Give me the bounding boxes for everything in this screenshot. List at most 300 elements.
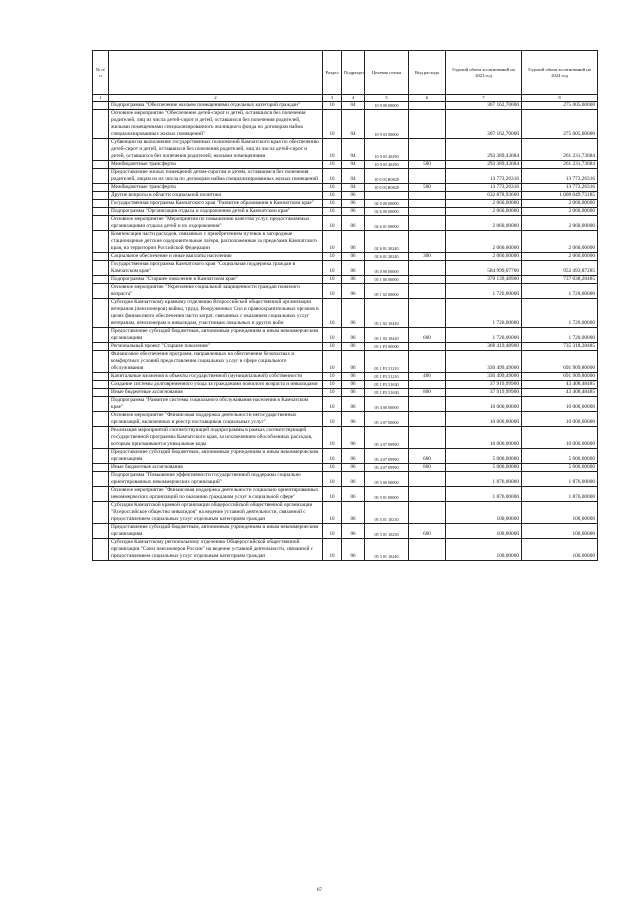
cell-section: 10	[323, 161, 342, 169]
cell-subsection: 06	[342, 539, 365, 561]
cell-subsection: 06	[342, 276, 365, 284]
cell-vol2024: 100,00000	[522, 524, 598, 539]
cell-vol2024: 100,00000	[522, 502, 598, 524]
table-row	[93, 284, 598, 299]
colnum: 1	[93, 95, 109, 102]
table-row	[93, 110, 598, 139]
cell-subsection: 06	[342, 284, 365, 299]
cell-name: Подпрограмма "Повышение эффективности государственной поддержки социально ориентированных некоммерческих организаций"	[109, 472, 323, 487]
cell-name: Субвенции на выполнение государственных полномочий Камчатского края по обеспечению детей-сирот и детей, оставшихся без попечения родителей, лиц из числа детей-сирот и детей, оставшихся без попечения родителей, жилыми помещениями	[109, 139, 323, 161]
cell-target: 02 0 00 00000	[365, 200, 409, 208]
cell-section: 10	[323, 208, 342, 216]
cell-exptype	[409, 192, 446, 200]
cell-num	[93, 192, 109, 200]
cell-exptype	[409, 102, 446, 110]
table-row	[93, 412, 598, 427]
table-row	[93, 389, 598, 397]
table-row	[93, 231, 598, 253]
table-row	[93, 351, 598, 373]
cell-vol2024: 5 000,00000	[522, 449, 598, 464]
cell-exptype: 600	[409, 328, 446, 343]
cell-vol2024: 1 876,00000	[522, 487, 598, 502]
cell-subsection: 06	[342, 328, 365, 343]
cell-section: 10	[323, 276, 342, 284]
cell-exptype	[409, 208, 446, 216]
table-row	[93, 216, 598, 231]
cell-name: Реализация мероприятий соответствующей подпрограммы в рамках соответствующей государственной программы Камчатского края, за исключением обособленных расходов, которым присваиваются уникальные коды	[109, 427, 323, 449]
page-number: 67	[317, 888, 322, 893]
cell-subsection: 06	[342, 381, 365, 389]
cell-target: 02 6 01 20240	[365, 253, 409, 261]
cell-exptype	[409, 169, 446, 184]
cell-target: 05 5 01 10230	[365, 524, 409, 539]
cell-name: Капитальные вложения в объекты государственной (муниципальной) собственности	[109, 373, 323, 381]
cell-vol2024: 1 720,00000	[522, 299, 598, 328]
cell-num	[93, 299, 109, 328]
cell-section: 10	[323, 139, 342, 161]
cell-section: 10	[323, 231, 342, 253]
cell-exptype	[409, 487, 446, 502]
cell-vol2024: 1 720,00000	[522, 284, 598, 299]
cell-vol2024: 737 038,28485	[522, 276, 598, 284]
cell-vol2024: 952 493,87285	[522, 261, 598, 276]
cell-vol2023: 1 720,00000	[446, 328, 522, 343]
cell-num	[93, 343, 109, 351]
header-name	[109, 51, 323, 95]
cell-section: 10	[323, 299, 342, 328]
cell-vol2023: 1 876,00000	[446, 472, 522, 487]
colnum: 7	[446, 95, 522, 102]
cell-subsection: 06	[342, 524, 365, 539]
cell-vol2024: 100,00000	[522, 539, 598, 561]
table-row	[93, 200, 598, 208]
cell-num	[93, 169, 109, 184]
cell-vol2023: 2 060,00000	[446, 231, 522, 253]
colnum: 2	[109, 95, 323, 102]
cell-exptype	[409, 381, 446, 389]
cell-section: 10	[323, 184, 342, 192]
cell-section: 10	[323, 216, 342, 231]
cell-name: Региональный проект "Старшее поколение"	[109, 343, 323, 351]
cell-vol2023: 2 060,00000	[446, 200, 522, 208]
cell-vol2023: 293 389,43684	[446, 161, 522, 169]
cell-vol2023: 368 419,48900	[446, 343, 522, 351]
cell-subsection: 06	[342, 397, 365, 412]
cell-vol2024: 2 060,00000	[522, 216, 598, 231]
cell-name: Создание системы долговременного ухода за гражданами пожилого возраста и инвалидами	[109, 381, 323, 389]
table-row	[93, 328, 598, 343]
cell-exptype: 400	[409, 373, 446, 381]
table-row	[93, 464, 598, 472]
table-row	[93, 397, 598, 412]
cell-num	[93, 412, 109, 427]
cell-vol2023: 584 999,07700	[446, 261, 522, 276]
cell-vol2024: 691 909,80000	[522, 351, 598, 373]
cell-name: Финансовое обеспечение программ, направленных на обеспечение безопасных и комфортных условий предоставления социальных услуг в сфере социального обслуживания	[109, 351, 323, 373]
cell-name: Предоставление субсидий бюджетным, автономным учреждениям и иным некоммерческим организациям	[109, 524, 323, 539]
cell-num	[93, 231, 109, 253]
cell-target: 05 4 07 09990	[365, 449, 409, 464]
cell-vol2023: 307 162,70000	[446, 102, 522, 110]
cell-num	[93, 161, 109, 169]
cell-section: 10	[323, 169, 342, 184]
cell-name: Иные бюджетные ассигнования	[109, 464, 323, 472]
table-row	[93, 253, 598, 261]
cell-subsection: 06	[342, 208, 365, 216]
column-number-row	[93, 95, 598, 102]
cell-num	[93, 200, 109, 208]
header-exptype: Вид расхода	[409, 51, 446, 95]
cell-vol2024: 2 060,00000	[522, 208, 598, 216]
table-row	[93, 208, 598, 216]
header-section: Раздел	[323, 51, 342, 95]
colnum: 5	[365, 95, 409, 102]
cell-num	[93, 389, 109, 397]
cell-name: Подпрограмма "Обеспечение жильем помещениями отдельных категорий граждан"	[109, 102, 323, 110]
table-row	[93, 102, 598, 110]
cell-vol2024: 10 000,00000	[522, 427, 598, 449]
cell-subsection: 04	[342, 184, 365, 192]
cell-num	[93, 397, 109, 412]
cell-target: 02 6 01 20240	[365, 231, 409, 253]
cell-vol2024: 2 060,00000	[522, 231, 598, 253]
table-row	[93, 299, 598, 328]
cell-vol2024: 13 773,26316	[522, 169, 598, 184]
table-row	[93, 276, 598, 284]
cell-section: 10	[323, 373, 342, 381]
cell-target: 10 9 03 00000	[365, 110, 409, 139]
cell-target	[365, 192, 409, 200]
cell-target: 10 9 03 R0820	[365, 184, 409, 192]
cell-section: 10	[323, 110, 342, 139]
cell-num	[93, 539, 109, 561]
table-row	[93, 161, 598, 169]
cell-subsection: 04	[342, 139, 365, 161]
cell-subsection: 06	[342, 389, 365, 397]
cell-target: 02 6 00 00000	[365, 208, 409, 216]
cell-vol2023: 10 000,00000	[446, 412, 522, 427]
cell-target: 05 1 P3 51210	[365, 373, 409, 381]
cell-exptype	[409, 351, 446, 373]
cell-target: 02 6 01 00000	[365, 216, 409, 231]
cell-exptype	[409, 412, 446, 427]
cell-section: 10	[323, 261, 342, 276]
cell-subsection: 06	[342, 449, 365, 464]
cell-num	[93, 502, 109, 524]
cell-vol2023: 37 919,99900	[446, 389, 522, 397]
cell-num	[93, 276, 109, 284]
cell-num	[93, 139, 109, 161]
table-row	[93, 502, 598, 524]
table-row	[93, 524, 598, 539]
cell-name: Предоставление жилых помещений детям-сиротам и детям, оставшимся без попечения родителей, лицам из их числа по договорам найма специализированных жилых помещений	[109, 169, 323, 184]
table-row	[93, 381, 598, 389]
cell-num	[93, 427, 109, 449]
cell-target: 10 9 03 40290	[365, 139, 409, 161]
cell-target: 05 5 01 00000	[365, 487, 409, 502]
cell-vol2023: 2 060,00000	[446, 216, 522, 231]
cell-exptype	[409, 427, 446, 449]
cell-target: 05 1 00 00000	[365, 276, 409, 284]
cell-subsection: 06	[342, 351, 365, 373]
cell-num	[93, 110, 109, 139]
cell-vol2023: 10 000,00000	[446, 427, 522, 449]
cell-exptype	[409, 539, 446, 561]
cell-section: 10	[323, 102, 342, 110]
cell-vol2023: 330 499,49000	[446, 351, 522, 373]
cell-num	[93, 328, 109, 343]
cell-target: 05 4 07 00000	[365, 412, 409, 427]
cell-section: 10	[323, 192, 342, 200]
cell-vol2024: 10 000,00000	[522, 397, 598, 412]
cell-section: 10	[323, 253, 342, 261]
cell-exptype	[409, 200, 446, 208]
cell-target: 05 4 00 00000	[365, 397, 409, 412]
cell-name: Социальное обеспечение и иные выплаты населению	[109, 253, 323, 261]
cell-target: 05 1 02 00000	[365, 284, 409, 299]
cell-vol2023: 13 773,26316	[446, 184, 522, 192]
cell-target: 10 9 03 R0820	[365, 169, 409, 184]
cell-vol2023: 100,00000	[446, 502, 522, 524]
colnum: 4	[342, 95, 365, 102]
cell-section: 10	[323, 539, 342, 561]
cell-vol2023: 37 919,99900	[446, 381, 522, 389]
cell-name: Компенсация части расходов, связанных с приобретением путевок в загородные стационарные детские оздоровительные лагеря, расположенные за пределами Камчатского края, на территории Российской Федерации	[109, 231, 323, 253]
table-header-row	[93, 51, 598, 95]
table-row	[93, 539, 598, 561]
table-row	[93, 343, 598, 351]
cell-vol2024: 13 773,26316	[522, 184, 598, 192]
cell-subsection: 06	[342, 231, 365, 253]
cell-target: 05 1 P3 51210	[365, 351, 409, 373]
cell-subsection: 06	[342, 464, 365, 472]
cell-exptype: 600	[409, 524, 446, 539]
cell-vol2023: 13 773,26316	[446, 169, 522, 184]
cell-target: 05 4 07 09990	[365, 427, 409, 449]
cell-section: 10	[323, 464, 342, 472]
cell-exptype	[409, 216, 446, 231]
cell-subsection: 06	[342, 253, 365, 261]
cell-name: Межбюджетные трансферты	[109, 161, 323, 169]
cell-name: Предоставление субсидий бюджетным, автономным учреждениям и иным некоммерческим организациям	[109, 328, 323, 343]
cell-name: Основное мероприятие "Финансовая поддержка деятельности негосударственных организаций, включенных в реестр поставщиков социальных услуг"	[109, 412, 323, 427]
cell-exptype: 600	[409, 449, 446, 464]
cell-name: Основное мероприятие "Мероприятия по повышению качества услуг, предоставляемых организациями отдыха детей и их оздоровления"	[109, 216, 323, 231]
cell-vol2023: 1 720,00000	[446, 284, 522, 299]
table-row	[93, 487, 598, 502]
cell-exptype	[409, 502, 446, 524]
cell-num	[93, 381, 109, 389]
cell-vol2024: 261 231,73684	[522, 161, 598, 169]
cell-subsection: 06	[342, 412, 365, 427]
cell-vol2024: 10 000,00000	[522, 412, 598, 427]
cell-section: 10	[323, 427, 342, 449]
cell-subsection: 04	[342, 102, 365, 110]
cell-target: 10 9 03 40290	[365, 161, 409, 169]
cell-num	[93, 184, 109, 192]
cell-target: 05 0 00 00000	[365, 261, 409, 276]
cell-vol2024: 735 318,28485	[522, 343, 598, 351]
cell-vol2023: 2 060,00000	[446, 208, 522, 216]
header-num: № п/п	[93, 51, 109, 95]
colnum: 3	[323, 95, 342, 102]
cell-name: Основное мероприятие "Обеспечение детей-сирот и детей, оставшихся без попечения родителей, лиц из числа детей-сирот и детей, оставшихся без попечения родителей, жилыми помещениями специализированного жилищного фонда по договорам найма специализированных жилых помещений"	[109, 110, 323, 139]
cell-exptype: 800	[409, 389, 446, 397]
cell-subsection: 06	[342, 343, 365, 351]
cell-exptype	[409, 231, 446, 253]
cell-vol2024: 2 060,00000	[522, 253, 598, 261]
cell-num	[93, 216, 109, 231]
cell-section: 10	[323, 351, 342, 373]
cell-target: 10 9 00 00000	[365, 102, 409, 110]
cell-name: Иные бюджетные ассигнования	[109, 389, 323, 397]
cell-num	[93, 472, 109, 487]
cell-section: 10	[323, 487, 342, 502]
cell-num	[93, 284, 109, 299]
cell-exptype	[409, 276, 446, 284]
table-row	[93, 373, 598, 381]
table-row	[93, 427, 598, 449]
cell-vol2023: 307 162,70000	[446, 110, 522, 139]
cell-exptype	[409, 472, 446, 487]
cell-target: 05 1 P3 51630	[365, 389, 409, 397]
cell-target: 05 4 07 09990	[365, 464, 409, 472]
cell-vol2023: 5 000,00000	[446, 449, 522, 464]
cell-name: Государственная программа Камчатского края "Развитие образования в Камчатском крае"	[109, 200, 323, 208]
header-subsection: Подраздел	[342, 51, 365, 95]
cell-section: 10	[323, 524, 342, 539]
cell-section: 10	[323, 502, 342, 524]
cell-name: Другие вопросы в области социальной политики	[109, 192, 323, 200]
cell-subsection: 06	[342, 373, 365, 381]
table-row	[93, 184, 598, 192]
cell-section: 10	[323, 397, 342, 412]
cell-section: 10	[323, 412, 342, 427]
cell-section: 10	[323, 381, 342, 389]
header-vol2024: Годовой объем ассигнований на 2024 год	[522, 51, 598, 95]
cell-subsection: 06	[342, 216, 365, 231]
cell-exptype	[409, 299, 446, 328]
cell-target: 05 5 01 10240	[365, 539, 409, 561]
cell-exptype	[409, 397, 446, 412]
cell-name: Субсидия Камчатскому краевому отделению Всероссийской общественной организации ветеранов (пенсионеров) войны, труда, Вооруженных Сил и правоохранительных органов в целях финансового обеспечения части затрат, связанных с оказанием социальных услуг ветеранам, пенсионерам и инвалидам, участникам локальных и других войн	[109, 299, 323, 328]
cell-subsection: 04	[342, 161, 365, 169]
cell-vol2023: 100,00000	[446, 539, 522, 561]
table-row	[93, 472, 598, 487]
cell-num	[93, 487, 109, 502]
cell-num	[93, 464, 109, 472]
cell-subsection: 06	[342, 472, 365, 487]
cell-num	[93, 208, 109, 216]
cell-name: Основное мероприятие "Укрепление социальной защищенности граждан пожилого возраста"	[109, 284, 323, 299]
cell-vol2024: 275 005,00000	[522, 110, 598, 139]
cell-vol2024: 275 005,00000	[522, 102, 598, 110]
cell-name: Основное мероприятие "Финансовая поддержка деятельности социально ориентированных некоммерческих организаций по оказанию гражданам услуг в социальной сфере"	[109, 487, 323, 502]
cell-num	[93, 351, 109, 373]
cell-exptype	[409, 284, 446, 299]
cell-exptype: 300	[409, 253, 446, 261]
cell-vol2024: 691 909,80000	[522, 373, 598, 381]
cell-name: Межбюджетные трансферты	[109, 184, 323, 192]
cell-name: Подпрограмма "Развитие системы социального обслуживания населения в Камчатском крае"	[109, 397, 323, 412]
cell-subsection: 06	[342, 200, 365, 208]
cell-target: 05 1 P3 51630	[365, 381, 409, 389]
cell-vol2023: 2 060,00000	[446, 253, 522, 261]
cell-subsection: 04	[342, 110, 365, 139]
cell-section: 10	[323, 328, 342, 343]
cell-vol2024: 2 060,00000	[522, 200, 598, 208]
cell-section: 10	[323, 389, 342, 397]
cell-name: Субсидия Камчатской краевой организации общероссийской общественной организации "Всероссийское общество инвалидов" на ведение уставной деятельности, связанной с предоставлением социальных услуг отдельным категориям граждан	[109, 502, 323, 524]
cell-vol2023: 1 720,00000	[446, 299, 522, 328]
cell-section: 10	[323, 343, 342, 351]
cell-exptype: 500	[409, 184, 446, 192]
cell-subsection: 06	[342, 427, 365, 449]
cell-vol2024: 1 720,00000	[522, 328, 598, 343]
cell-section: 10	[323, 449, 342, 464]
cell-vol2024: 5 000,00000	[522, 464, 598, 472]
cell-vol2023: 330 499,49000	[446, 373, 522, 381]
cell-name: Подпрограмма "Старшее поколение в Камчатском крае"	[109, 276, 323, 284]
cell-vol2023: 632 878,93600	[446, 192, 522, 200]
header-vol2023: Годовой объем ассигнований на 2023 год	[446, 51, 522, 95]
cell-subsection: 04	[342, 169, 365, 184]
cell-section: 10	[323, 200, 342, 208]
cell-num	[93, 373, 109, 381]
cell-vol2024: 1 876,00000	[522, 472, 598, 487]
cell-subsection: 06	[342, 487, 365, 502]
cell-vol2024: 43 408,48485	[522, 389, 598, 397]
cell-subsection: 06	[342, 192, 365, 200]
cell-num	[93, 253, 109, 261]
cell-exptype	[409, 110, 446, 139]
header-target: Целевая статья	[365, 51, 409, 95]
cell-target: 05 1 02 10420	[365, 328, 409, 343]
cell-target: 05 5 00 00000	[365, 472, 409, 487]
table-row	[93, 192, 598, 200]
cell-vol2024: 1 000 049,73185	[522, 192, 598, 200]
cell-subsection: 06	[342, 502, 365, 524]
budget-table	[92, 50, 598, 561]
cell-exptype: 800	[409, 464, 446, 472]
cell-exptype: 500	[409, 161, 446, 169]
cell-exptype	[409, 343, 446, 351]
cell-vol2023: 100,00000	[446, 524, 522, 539]
cell-subsection: 06	[342, 261, 365, 276]
cell-vol2023: 10 000,00000	[446, 397, 522, 412]
cell-target: 05 1 P3 00000	[365, 343, 409, 351]
cell-num	[93, 524, 109, 539]
cell-section: 10	[323, 284, 342, 299]
cell-target: 05 5 01 10230	[365, 502, 409, 524]
cell-vol2023: 1 876,00000	[446, 487, 522, 502]
cell-num	[93, 102, 109, 110]
cell-target: 05 1 02 10420	[365, 299, 409, 328]
cell-num	[93, 449, 109, 464]
cell-name: Предоставление субсидий бюджетным, автономным учреждениям и иным некоммерческим организациям	[109, 449, 323, 464]
cell-subsection: 06	[342, 299, 365, 328]
cell-exptype	[409, 139, 446, 161]
cell-vol2023: 370 139,48900	[446, 276, 522, 284]
table-row	[93, 449, 598, 464]
cell-name: Субсидия Камчатскому региональному отделению Общероссийской общественной организации "Союз пенсионеров России" на ведение уставной деятельности, связанной с предоставлением социальных услуг отдельным категориям граждан	[109, 539, 323, 561]
cell-vol2023: 5 000,00000	[446, 464, 522, 472]
cell-name: Подпрограмма "Организация отдыха и оздоровления детей в Камчатском крае"	[109, 208, 323, 216]
cell-exptype	[409, 261, 446, 276]
budget-sheet	[92, 50, 597, 561]
cell-num	[93, 261, 109, 276]
table-row	[93, 139, 598, 161]
